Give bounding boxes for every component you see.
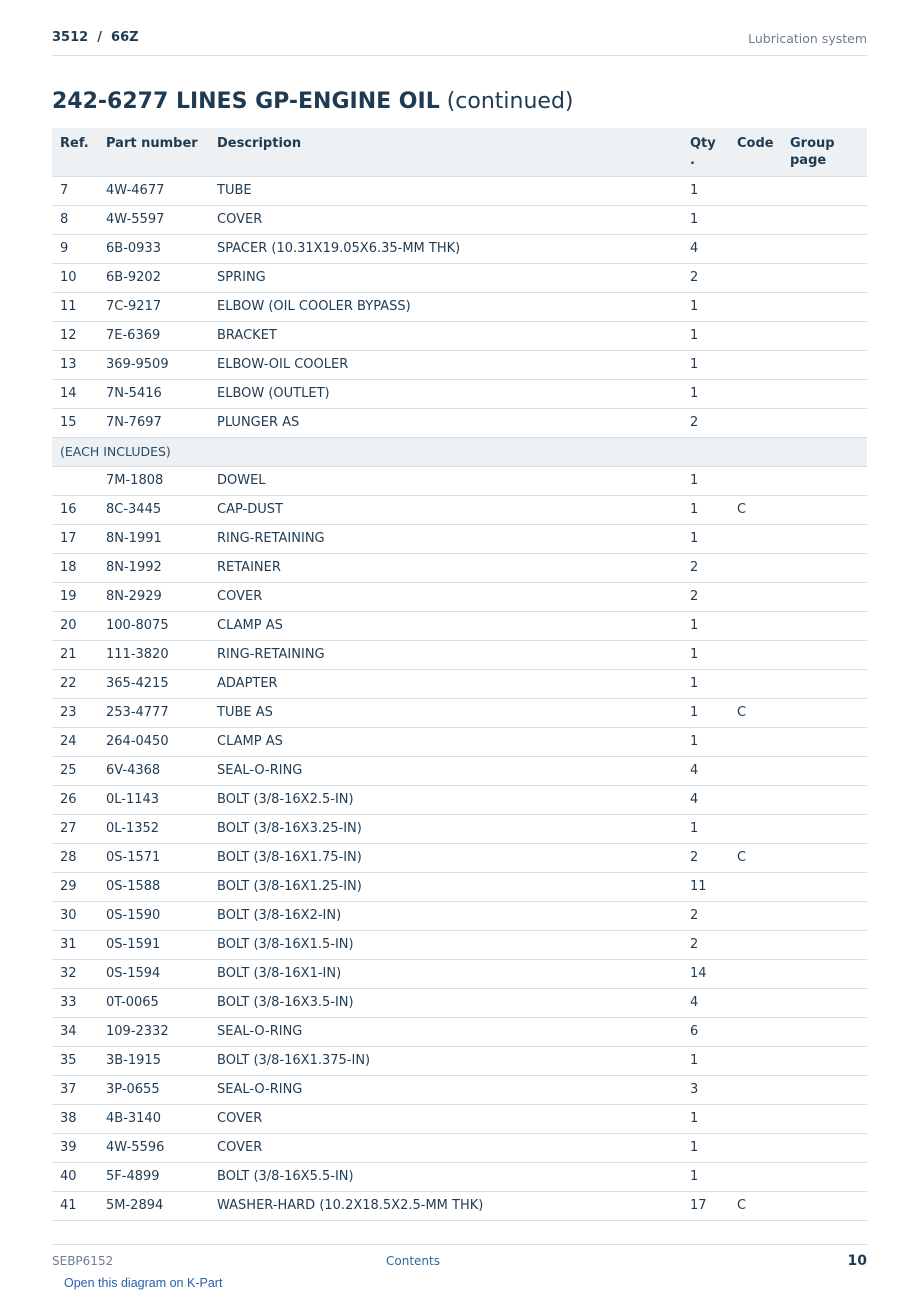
table-row	[52, 1163, 867, 1192]
part-number-cell: 6B-0933	[106, 241, 161, 256]
part-number-cell: 7M-1808	[106, 473, 164, 488]
ref-cell: 40	[60, 1169, 77, 1184]
table-row	[52, 1192, 867, 1221]
table-row	[52, 641, 867, 670]
ref-cell: 7	[60, 183, 69, 198]
part-number-cell: 7E-6369	[106, 328, 161, 343]
part-number-cell: 0S-1571	[106, 850, 161, 865]
ref-cell: 27	[60, 821, 77, 836]
code-cell: C	[737, 850, 747, 865]
table-row	[52, 351, 867, 380]
part-number-cell: 5M-2894	[106, 1198, 164, 1213]
table-row	[52, 322, 867, 351]
description-cell: BOLT (3/8-16X1.25-IN)	[217, 879, 362, 894]
document-id: SEBP6152	[52, 1254, 114, 1268]
col-ref: Ref.	[60, 136, 89, 151]
description-cell: WASHER-HARD (10.2X18.5X2.5-MM THK)	[217, 1198, 484, 1213]
part-number-cell: 100-8075	[106, 618, 169, 633]
description-cell: CAP-DUST	[217, 502, 283, 517]
table-row	[52, 902, 867, 931]
table-row	[52, 670, 867, 699]
table-row	[52, 815, 867, 844]
ref-cell: 24	[60, 734, 77, 749]
description-cell: COVER	[217, 1140, 263, 1155]
description-cell: BOLT (3/8-16X3.5-IN)	[217, 995, 354, 1010]
qty-cell: 4	[690, 995, 699, 1010]
table-row	[52, 757, 867, 786]
part-number-cell: 369-9509	[106, 357, 169, 372]
ref-cell: 15	[60, 415, 77, 430]
part-number-cell: 0S-1590	[106, 908, 161, 923]
qty-cell: 1	[690, 386, 699, 401]
qty-cell: 1	[690, 357, 699, 372]
parts-table	[52, 128, 867, 1221]
qty-cell: 2	[690, 560, 699, 575]
code-cell: C	[737, 1198, 747, 1213]
qty-cell: 1	[690, 1140, 699, 1155]
description-cell: SEAL-O-RING	[217, 763, 303, 778]
ref-cell: 10	[60, 270, 77, 285]
description-cell: BOLT (3/8-16X1.5-IN)	[217, 937, 354, 952]
qty-cell: 1	[690, 1111, 699, 1126]
part-number-cell: 365-4215	[106, 676, 169, 691]
description-cell: SEAL-O-RING	[217, 1082, 303, 1097]
description-cell: BOLT (3/8-16X5.5-IN)	[217, 1169, 354, 1184]
qty-cell: 1	[690, 821, 699, 836]
ref-cell: 38	[60, 1111, 77, 1126]
description-cell: RING-RETAINING	[217, 647, 325, 662]
part-number-cell: 4B-3140	[106, 1111, 161, 1126]
ref-cell: 32	[60, 966, 77, 981]
description-cell: TUBE AS	[217, 705, 273, 720]
part-number-cell: 253-4777	[106, 705, 169, 720]
table-row	[52, 235, 867, 264]
ref-cell: 39	[60, 1140, 77, 1155]
qty-cell: 4	[690, 763, 699, 778]
qty-cell: 1	[690, 705, 699, 720]
description-cell: BOLT (3/8-16X1-IN)	[217, 966, 342, 981]
description-cell: BRACKET	[217, 328, 277, 343]
qty-cell: 3	[690, 1082, 699, 1097]
part-number-cell: 0S-1588	[106, 879, 161, 894]
table-row	[52, 873, 867, 902]
table-row	[52, 960, 867, 989]
ref-cell: 30	[60, 908, 77, 923]
table-row	[52, 931, 867, 960]
description-cell: BOLT (3/8-16X1.375-IN)	[217, 1053, 371, 1068]
ref-cell: 11	[60, 299, 77, 314]
part-number-cell: 0L-1352	[106, 821, 160, 836]
description-cell: PLUNGER AS	[217, 415, 300, 430]
ref-cell: 35	[60, 1053, 77, 1068]
table-row	[52, 1134, 867, 1163]
description-cell: DOWEL	[217, 473, 266, 488]
qty-cell: 2	[690, 415, 699, 430]
ref-cell: 31	[60, 937, 77, 952]
part-number-cell: 8N-1992	[106, 560, 162, 575]
table-row	[52, 1105, 867, 1134]
table-row	[52, 177, 867, 206]
qty-cell: 2	[690, 937, 699, 952]
part-number-cell: 109-2332	[106, 1024, 169, 1039]
col-group-page: Group page	[790, 136, 835, 168]
title-suffix: (continued)	[439, 89, 574, 114]
ref-cell: 17	[60, 531, 77, 546]
kpart-link[interactable]: Open this diagram on K-Part	[64, 1276, 223, 1290]
part-number-cell: 264-0450	[106, 734, 169, 749]
ref-cell: 14	[60, 386, 77, 401]
description-cell: ELBOW (OUTLET)	[217, 386, 330, 401]
ref-cell: 37	[60, 1082, 77, 1097]
qty-cell: 2	[690, 589, 699, 604]
table-row	[52, 844, 867, 873]
description-cell: BOLT (3/8-16X1.75-IN)	[217, 850, 362, 865]
qty-cell: 4	[690, 241, 699, 256]
part-number-cell: 6B-9202	[106, 270, 161, 285]
part-number-cell: 7N-5416	[106, 386, 162, 401]
part-number-cell: 7N-7697	[106, 415, 162, 430]
table-row	[52, 409, 867, 438]
description-cell: TUBE	[217, 183, 252, 198]
qty-cell: 17	[690, 1198, 707, 1213]
table-row	[52, 786, 867, 815]
ref-cell: 20	[60, 618, 77, 633]
description-cell: COVER	[217, 1111, 263, 1126]
qty-cell: 1	[690, 473, 699, 488]
qty-cell: 1	[690, 183, 699, 198]
page-header	[52, 28, 867, 56]
ref-cell: 25	[60, 763, 77, 778]
ref-cell: 9	[60, 241, 69, 256]
qty-cell: 1	[690, 647, 699, 662]
ref-cell: 12	[60, 328, 77, 343]
description-cell: RING-RETAINING	[217, 531, 325, 546]
description-cell: RETAINER	[217, 560, 281, 575]
qty-cell: 14	[690, 966, 707, 981]
qty-cell: 1	[690, 502, 699, 517]
note-text: (EACH INCLUDES)	[60, 444, 171, 459]
qty-cell: 1	[690, 676, 699, 691]
table-note-row	[52, 438, 867, 467]
table-row	[52, 583, 867, 612]
qty-cell: 1	[690, 299, 699, 314]
page-number: 10	[847, 1253, 867, 1269]
model-label: 3512 / 66Z	[52, 30, 139, 45]
page-title	[52, 89, 574, 114]
section-name: Lubrication system	[748, 31, 867, 46]
qty-cell: 1	[690, 212, 699, 227]
part-number-cell: 0T-0065	[106, 995, 159, 1010]
ref-cell: 23	[60, 705, 77, 720]
qty-cell: 2	[690, 270, 699, 285]
part-number-cell: 8N-1991	[106, 531, 162, 546]
description-cell: ELBOW-OIL COOLER	[217, 357, 349, 372]
ref-cell: 18	[60, 560, 77, 575]
table-row	[52, 206, 867, 235]
table-header	[52, 128, 867, 177]
table-row	[52, 264, 867, 293]
ref-cell: 21	[60, 647, 77, 662]
table-row	[52, 728, 867, 757]
part-number-cell: 8C-3445	[106, 502, 162, 517]
qty-cell: 1	[690, 734, 699, 749]
code-cell: C	[737, 502, 747, 517]
qty-cell: 6	[690, 1024, 699, 1039]
ref-cell: 33	[60, 995, 77, 1010]
col-qty: Qty .	[690, 136, 716, 168]
col-description: Description	[217, 136, 302, 151]
table-row	[52, 1047, 867, 1076]
ref-cell: 34	[60, 1024, 77, 1039]
page-footer	[52, 1244, 867, 1274]
description-cell: CLAMP AS	[217, 734, 283, 749]
description-cell: ADAPTER	[217, 676, 278, 691]
description-cell: COVER	[217, 589, 263, 604]
qty-cell: 1	[690, 1169, 699, 1184]
qty-cell: 2	[690, 908, 699, 923]
part-number-cell: 0S-1591	[106, 937, 161, 952]
table-row	[52, 293, 867, 322]
description-cell: BOLT (3/8-16X3.25-IN)	[217, 821, 362, 836]
table-row	[52, 989, 867, 1018]
part-number-cell: 6V-4368	[106, 763, 161, 778]
description-cell: COVER	[217, 212, 263, 227]
ref-cell: 22	[60, 676, 77, 691]
ref-cell: 26	[60, 792, 77, 807]
part-number-cell: 7C-9217	[106, 299, 162, 314]
part-number-cell: 111-3820	[106, 647, 169, 662]
part-number-cell: 5F-4899	[106, 1169, 160, 1184]
part-number-cell: 8N-2929	[106, 589, 162, 604]
ref-cell: 19	[60, 589, 77, 604]
ref-cell: 28	[60, 850, 77, 865]
qty-cell: 1	[690, 531, 699, 546]
table-body	[52, 177, 867, 1221]
description-cell: BOLT (3/8-16X2.5-IN)	[217, 792, 354, 807]
ref-cell: 29	[60, 879, 77, 894]
qty-cell: 1	[690, 328, 699, 343]
table-row	[52, 1076, 867, 1105]
table-row	[52, 380, 867, 409]
qty-cell: 2	[690, 850, 699, 865]
table-row	[52, 554, 867, 583]
description-cell: SPRING	[217, 270, 266, 285]
description-cell: SPACER (10.31X19.05X6.35-MM THK)	[217, 241, 461, 256]
ref-cell: 8	[60, 212, 69, 227]
title-main: 242-6277 LINES GP-ENGINE OIL	[52, 89, 440, 114]
ref-cell: 16	[60, 502, 77, 517]
part-number-cell: 0L-1143	[106, 792, 160, 807]
part-number-cell: 3B-1915	[106, 1053, 161, 1068]
part-number-cell: 4W-5597	[106, 212, 165, 227]
contents-link[interactable]: Contents	[386, 1254, 440, 1268]
table-row	[52, 1018, 867, 1047]
description-cell: CLAMP AS	[217, 618, 283, 633]
description-cell: SEAL-O-RING	[217, 1024, 303, 1039]
table-row	[52, 525, 867, 554]
col-code: Code	[737, 136, 774, 151]
part-number-cell: 0S-1594	[106, 966, 161, 981]
part-number-cell: 3P-0655	[106, 1082, 160, 1097]
description-cell: BOLT (3/8-16X2-IN)	[217, 908, 342, 923]
col-part-number: Part number	[106, 136, 198, 151]
table-row	[52, 699, 867, 728]
table-row	[52, 612, 867, 641]
qty-cell: 11	[690, 879, 707, 894]
qty-cell: 1	[690, 618, 699, 633]
ref-cell: 41	[60, 1198, 77, 1213]
part-number-cell: 4W-5596	[106, 1140, 165, 1155]
qty-cell: 1	[690, 1053, 699, 1068]
table-row	[52, 496, 867, 525]
ref-cell: 13	[60, 357, 77, 372]
part-number-cell: 4W-4677	[106, 183, 165, 198]
code-cell: C	[737, 705, 747, 720]
table-row	[52, 467, 867, 496]
description-cell: ELBOW (OIL COOLER BYPASS)	[217, 299, 411, 314]
qty-cell: 4	[690, 792, 699, 807]
